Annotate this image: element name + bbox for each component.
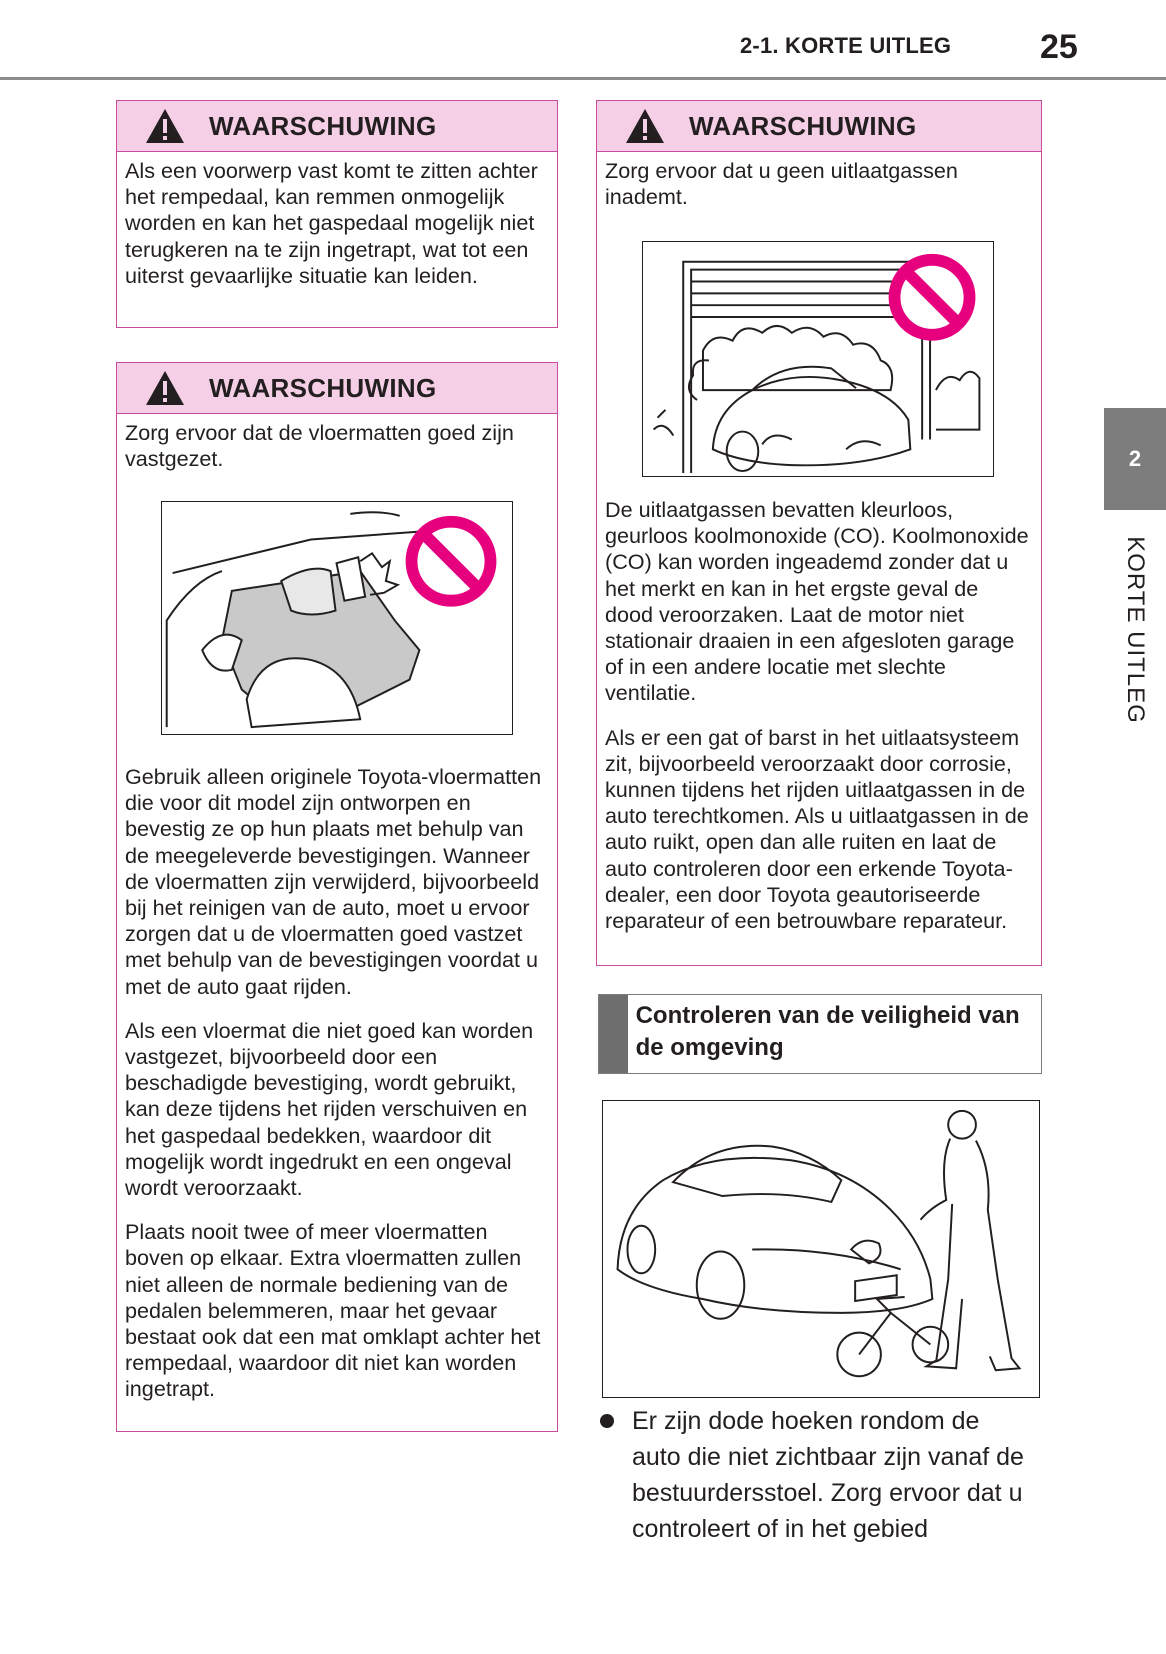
running-header: 2-1. KORTE UITLEG xyxy=(740,33,952,58)
warning-paragraph: Plaats nooit twee of meer vloermatten boven op elkaar. Extra vloermatten zullen niet alleen de normale bediening van de pedalen belemmeren, maar het gevaar bestaat ook dat een mat omklapt achter het rempedaal, waardoor dit niet kan worden ingetrapt. xyxy=(125,1219,541,1402)
section-heading-title: Controleren van de veiligheid van de omgeving xyxy=(635,1002,1020,1061)
warning-body xyxy=(117,414,557,482)
section-heading xyxy=(598,994,1042,1074)
warning-triangle-icon xyxy=(625,108,665,144)
warning-paragraph: Gebruik alleen originele Toyota-vloermatten die voor dit model zijn ontworpen en bevestig ze op hun plaats met behulp van de meegeleverde bevestigingen. Wanneer de vloermatten zijn verwijderd, bijvoorbeeld bij het reinigen van de auto, moet u ervoor zorgen dat u de vloermatten goed vastzet met behulp van de bevestigingen voordat u met de auto gaat rijden. xyxy=(125,764,542,999)
floor-mat-illustration xyxy=(161,501,513,735)
blind-spot-illustration xyxy=(602,1100,1040,1398)
warning-header xyxy=(117,363,557,414)
bullet-text: Er zijn dode hoeken rondom de auto die niet zichtbaar zijn vanaf de bestuurdersstoel. Zorg ervoor dat u controleert of in het gebied xyxy=(632,1407,1024,1543)
bullet-dot-icon xyxy=(600,1414,614,1428)
warning-box-floor-mats xyxy=(116,362,558,1432)
warning-triangle-icon xyxy=(145,370,185,406)
warning-body-continued xyxy=(597,491,1041,944)
warning-title: WAARSCHUWING xyxy=(689,110,917,141)
warning-box-pedal-object xyxy=(116,100,558,328)
warning-body xyxy=(597,152,1041,220)
header-divider xyxy=(0,77,1166,80)
bullet-item xyxy=(600,1403,1030,1547)
chapter-tab-label: KORTE UITLEG xyxy=(1122,536,1149,724)
prohibition-icon xyxy=(895,260,970,335)
warning-body xyxy=(117,152,557,299)
warning-title: WAARSCHUWING xyxy=(209,110,437,141)
warning-box-exhaust xyxy=(596,100,1042,966)
garage-exhaust-illustration xyxy=(642,241,994,477)
warning-paragraph: Als een vloermat die niet goed kan worden vastgezet, bijvoorbeeld door een beschadigde bevestiging, wordt gebruikt, kan deze tijdens het rijden verschuiven en het gaspedaal bedekken, waardoor dit mogelijk wordt ingedrukt en een ongeval wordt veroorzaakt. xyxy=(125,1017,534,1201)
chapter-tab: 2 xyxy=(1104,408,1166,510)
warning-intro: Zorg ervoor dat u geen uitlaatgassen inademt. xyxy=(605,158,958,210)
section-heading-bar xyxy=(599,995,628,1073)
warning-title: WAARSCHUWING xyxy=(209,372,437,403)
page-number: 25 xyxy=(1040,28,1078,66)
warning-intro: Zorg ervoor dat de vloermatten goed zijn vastgezet. xyxy=(125,420,514,472)
warning-body-continued xyxy=(117,758,557,1413)
warning-header xyxy=(117,101,557,152)
warning-header xyxy=(597,101,1041,152)
warning-paragraph: De uitlaatgassen bevatten kleurloos, geurloos koolmonoxide (CO). Koolmonoxide (CO) kan worden ingeademd zonder dat u het merkt en kan in het ergste geval de dood veroorzaken. Laat de motor niet stationair draaien in een afgesloten garage of in een andere locatie met slechte ventilatie. xyxy=(605,497,1029,706)
warning-triangle-icon xyxy=(145,108,185,144)
warning-paragraph: Als er een gat of barst in het uitlaatsysteem zit, bijvoorbeeld veroorzaakt door corrosie, kunnen tijdens het rijden uitlaatgassen in de auto terechtkomen. Als u uitlaatgassen in de auto ruikt, open dan alle ruiten en laat de auto controleren door een erkende Toyota-dealer, een door Toyota geautoriseerde reparateur of een betrouwbare reparateur. xyxy=(605,724,1029,934)
warning-paragraph: Als een voorwerp vast komt te zitten achter het rempedaal, kan remmen onmogelijk worden en kan het gaspedaal mogelijk niet terugkeren na te zijn ingetrapt, wat tot een uiterst gevaarlijke situatie kan leiden. xyxy=(125,158,538,288)
prohibition-icon xyxy=(412,522,491,601)
